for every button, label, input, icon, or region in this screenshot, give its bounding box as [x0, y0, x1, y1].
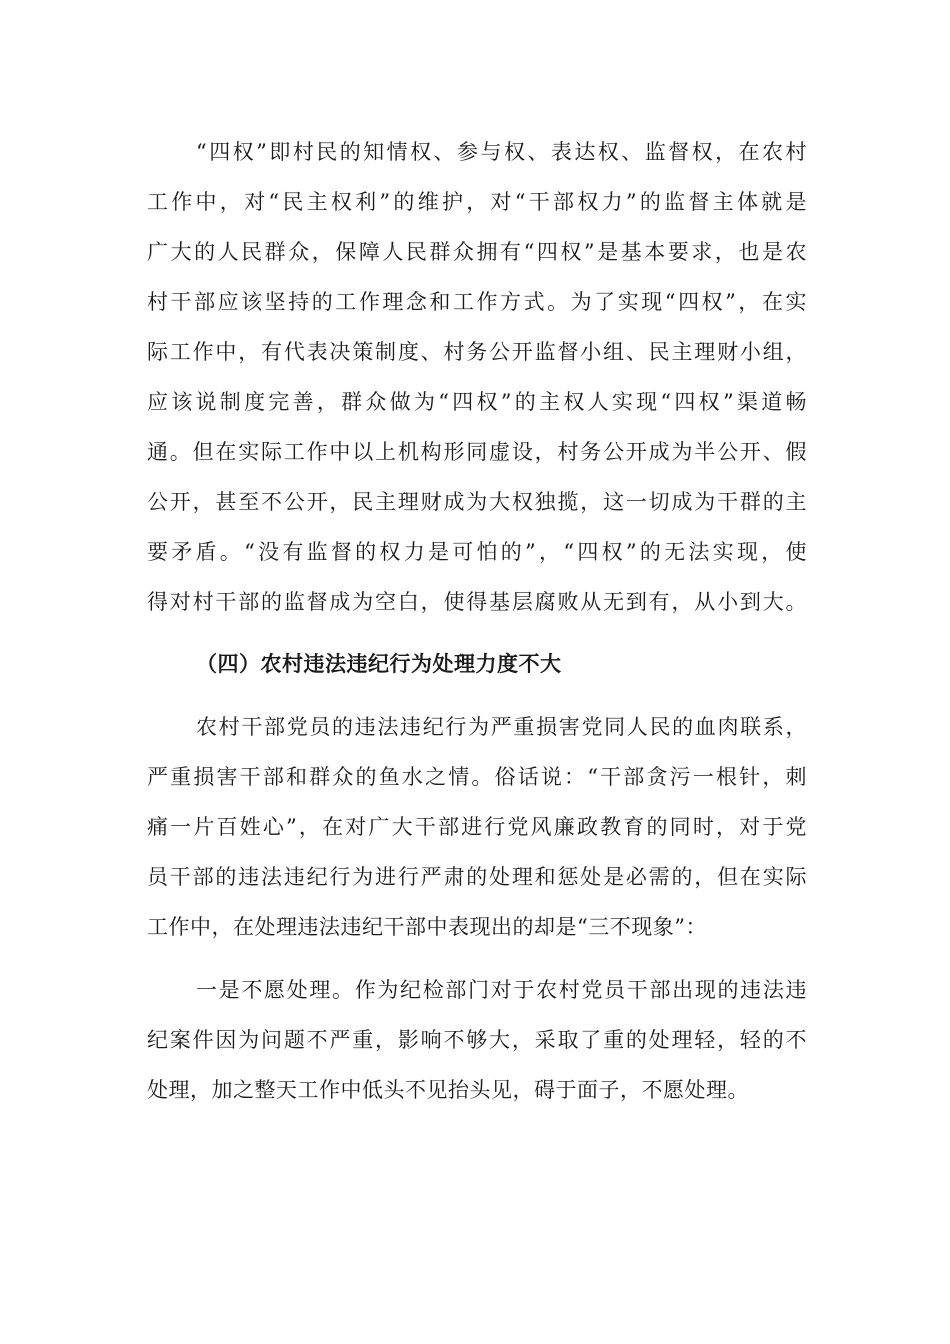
- text-line: 通。但在实际工作中以上机构形同虚设，村务公开成为半公开、假: [147, 440, 807, 464]
- text-line: 要矛盾。“没有监督的权力是可怕的”，“四权”的无法实现，使: [147, 540, 807, 564]
- text-line: 应该说制度完善，群众做为“四权”的主权人实现“四权”渠道畅: [147, 390, 807, 414]
- text-line: 处理，加之整天工作中低头不见抬头见，碍于面子，不愿处理。: [147, 1078, 749, 1102]
- text-line: 工作中，在处理违法违纪干部中表现出的却是“三不现象”：: [147, 915, 707, 939]
- text-line: 工作中，对“民主权利”的维护，对“干部权力”的监督主体就是: [147, 190, 807, 214]
- text-line: 得对村干部的监督成为空白，使得基层腐败从无到有，从小到大。: [147, 590, 807, 614]
- text-line: 村干部应该坚持的工作理念和工作方式。为了实现“四权”，在实: [147, 290, 807, 314]
- text-line: 纪案件因为问题不严重，影响不够大，采取了重的处理轻，轻的不: [147, 1028, 807, 1052]
- text-line: 一是不愿处理。作为纪检部门对于农村党员干部出现的违法违: [196, 978, 807, 1002]
- section-heading: （四）农村违法违纪行为处理力度不大: [196, 651, 562, 676]
- text-line: 严重损害干部和群众的鱼水之情。俗话说：“干部贪污一根针，刺: [147, 765, 807, 789]
- text-line: 际工作中，有代表决策制度、村务公开监督小组、民主理财小组，: [147, 340, 807, 364]
- text-line: “四权”即村民的知情权、参与权、表达权、监督权，在农村: [196, 140, 807, 164]
- text-line: 员干部的违法违纪行为进行严肃的处理和惩处是必需的，但在实际: [147, 865, 807, 889]
- text-line: 广大的人民群众，保障人民群众拥有“四权”是基本要求，也是农: [147, 240, 807, 264]
- text-line: 农村干部党员的违法违纪行为严重损害党同人民的血肉联系，: [196, 715, 807, 739]
- text-line: 痛一片百姓心”，在对广大干部进行党风廉政教育的同时，对于党: [147, 815, 807, 839]
- text-line: 公开，甚至不公开，民主理财成为大权独揽，这一切成为干群的主: [147, 490, 807, 514]
